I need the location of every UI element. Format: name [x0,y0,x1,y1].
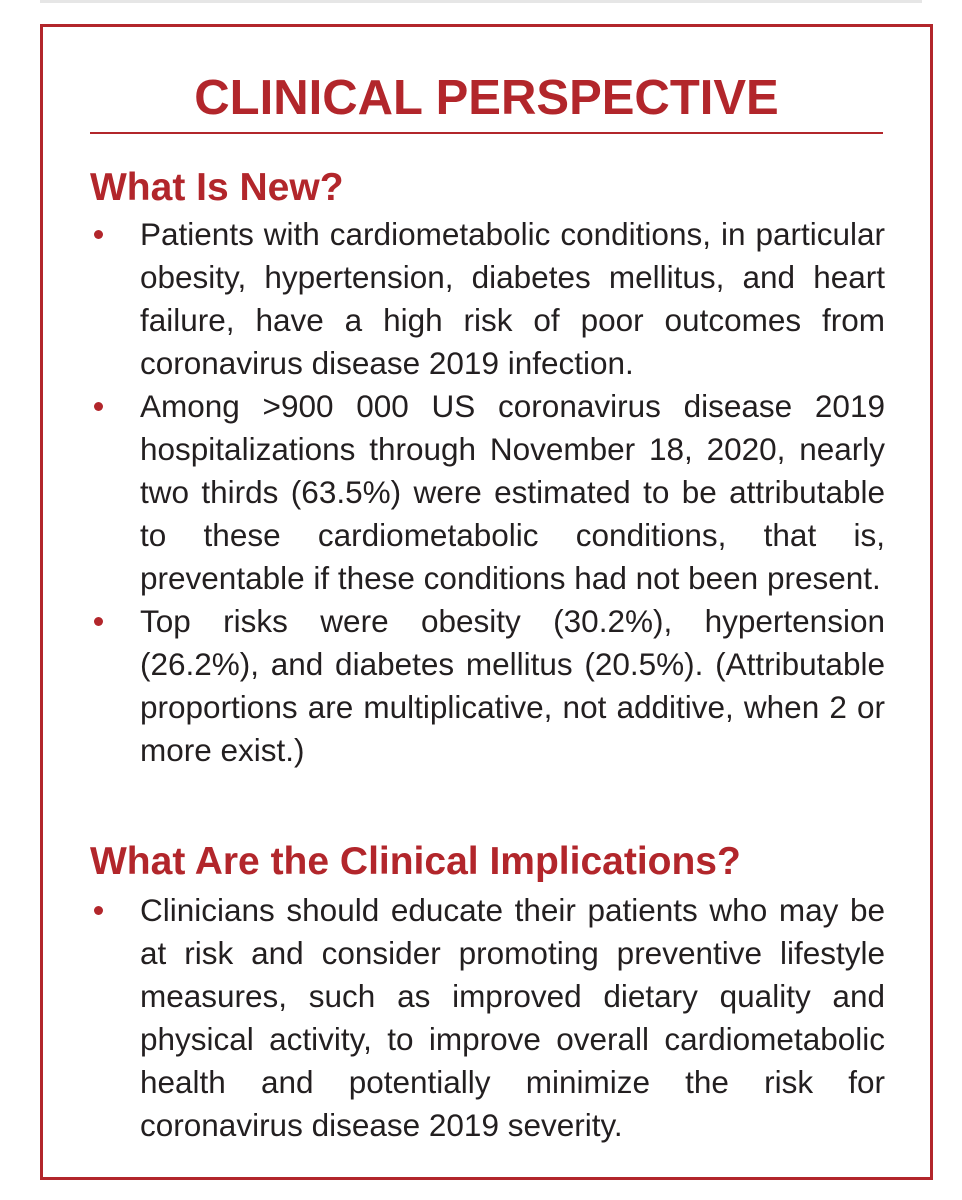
bullet-icon [94,617,103,626]
bullet-text: Top risks were obesity (30.2%), hypertension (26.2%), and diabetes mellitus (20.5%). (Attributable proportions are multiplicative, not additive, when 2 or more exist.) [140,603,885,768]
list-item [90,600,885,772]
bullet-icon [94,906,103,915]
what-is-new-list [90,213,885,772]
clinical-perspective-box [40,24,933,1180]
bullet-text: Patients with cardiometabolic conditions, in particular obesity, hypertension, diabetes mellitus, and heart failure, have a high risk of poor outcomes from coronavirus disease 2019 infection. [140,216,885,381]
clinical-implications-list [90,889,885,1147]
list-item [90,385,885,600]
bullet-text: Among >900 000 US coronavirus disease 2019 hospitalizations through November 18, 2020, nearly two thirds (63.5%) were estimated to be attributable to these cardiometabolic conditions, that is, preventable if these conditions had not been present. [140,388,885,596]
top-divider [40,0,922,3]
box-title: CLINICAL PERSPECTIVE [194,71,779,125]
bullet-icon [94,230,103,239]
list-item [90,889,885,1147]
section-heading-clinical-implications: What Are the Clinical Implications? [90,840,741,883]
section-heading-what-is-new: What Is New? [90,166,344,209]
bullet-text: Clinicians should educate their patients who may be at risk and consider promoting preventive lifestyle measures, such as improved dietary quality and physical activity, to improve overall cardiometabolic health and potentially minimize the risk for coronavirus disease 2019 severity. [140,892,885,1143]
title-divider [90,132,883,134]
bullet-icon [94,402,103,411]
list-item [90,213,885,385]
